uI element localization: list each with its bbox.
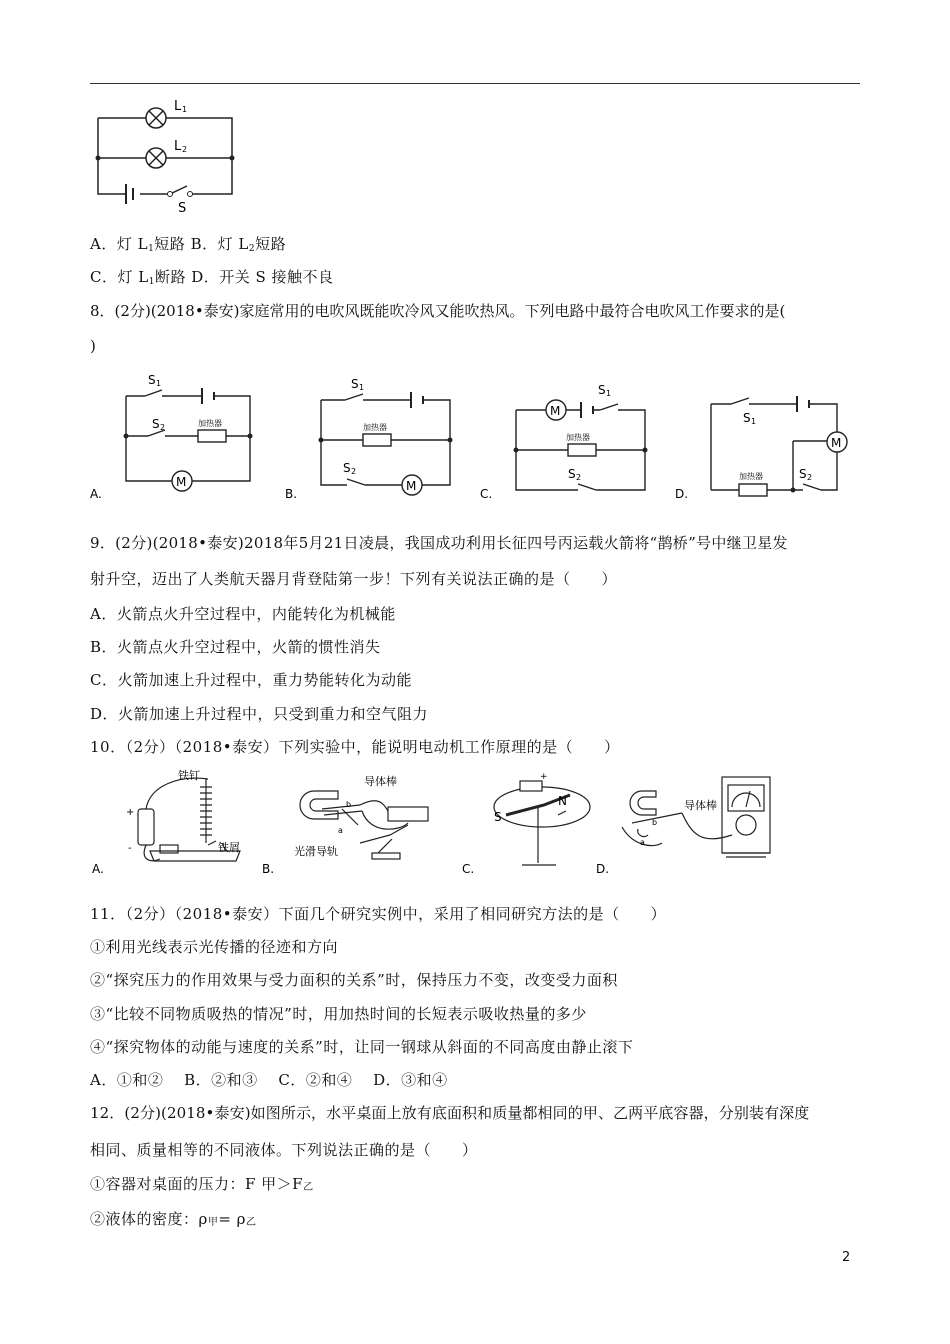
q8a-s2-sub: 2 (160, 423, 166, 432)
q10b-smooth-rail: 光滑导轨 (294, 845, 338, 858)
q10d-conductor-rod: 导体棒 (684, 799, 717, 812)
q10d-pt-a: a (640, 838, 645, 847)
q8b-s1: S (351, 377, 359, 391)
q8a-motor: M (176, 475, 187, 489)
q10a-plus: + (126, 807, 135, 818)
q8c-s2: S (568, 467, 576, 481)
q9-stem-line2: 射升空，迈出了人类航天器月背登陆第一步！下列有关说法正确的是（ ） (90, 570, 618, 588)
q7-options-ab: A．灯 $L_1$短路 B．灯 $L_2$短路 (90, 235, 287, 254)
header-rule (90, 83, 860, 84)
q8c-s1: S (598, 383, 606, 397)
page-number: 2 (842, 1250, 851, 1265)
q12-item-1: ①容器对桌面的压力：F 甲＞F乙 (90, 1175, 314, 1193)
q7-lamp2-label: L (174, 139, 182, 154)
q8a-s1: S (148, 373, 156, 387)
q8a-heater: 加热器 (198, 419, 222, 428)
q10c-label: C. (462, 862, 475, 876)
q10d-label: D. (596, 862, 610, 876)
q10c-pole-n: N (558, 794, 567, 808)
q7-options-cd: C．灯 $L_1$断路 D．开关 S 接触不良 (90, 268, 334, 287)
q8b-s1-sub: 1 (359, 383, 365, 392)
q8b-label: B. (285, 487, 298, 501)
q8c-heater: 加热器 (566, 433, 590, 442)
q8b-motor: M (406, 479, 417, 493)
q10b-pt-b: b (346, 800, 352, 809)
q8d-s1: S (743, 411, 751, 425)
q10a-iron-filings: 铁屑 (218, 841, 240, 854)
q7-lamp2-sub: 2 (182, 145, 188, 154)
q8c-label: C. (480, 487, 493, 501)
q8b-s2-sub: 2 (351, 467, 357, 476)
q7-lamp1-label: L (174, 99, 182, 114)
q8a-s2: S (152, 417, 160, 431)
q11-stem: 11．（2分）（2018•泰安）下面几个研究实例中，采用了相同研究方法的是（ ） (90, 905, 667, 923)
q10c-plus: + (540, 772, 548, 782)
q8d-s2-sub: 2 (807, 473, 813, 482)
q9-option-a: A．火箭点火升空过程中，内能转化为机械能 (90, 605, 396, 623)
q8-option-a-figure (90, 368, 265, 503)
q10a-label: A. (92, 862, 104, 876)
q9-option-d: D．火箭加速上升过程中，只受到重力和空气阻力 (90, 705, 429, 723)
q10d-pt-b: b (652, 818, 658, 827)
q10a-minus: - (128, 843, 132, 854)
q9-option-c: C．火箭加速上升过程中，重力势能转化为动能 (90, 671, 412, 689)
q10c-pole-s: S (494, 810, 502, 824)
q10-option-b-figure (260, 765, 450, 880)
q8-stem-line2: ) (90, 337, 97, 355)
q8a-s1-sub: 1 (156, 379, 162, 388)
q8d-heater: 加热器 (739, 472, 763, 481)
q8c-motor: M (550, 404, 561, 418)
q7-circuit-figure (90, 92, 250, 217)
q12-stem-line1: 12．(2分)(2018•泰安)如图所示，水平桌面上放有底面积和质量都相同的甲、乙两平底容器，分别装有深度 (90, 1104, 810, 1122)
q11-item-2: ②“探究压力的作用效果与受力面积的关系”时，保持压力不变，改变受力面积 (90, 971, 618, 989)
q8d-s2: S (799, 467, 807, 481)
q9-stem-line1: 9．(2分)(2018•泰安)2018年5月21日凌晨，我国成功利用长征四号丙运载火箭将“鹊桥”号中继卫星发 (90, 534, 788, 552)
q12-stem-line2: 相同、质量相等的不同液体。下列说法正确的是（ ） (90, 1141, 478, 1159)
q12-item-2: ②液体的密度：ρ甲= ρ乙 (90, 1210, 257, 1228)
q8-option-b-figure (285, 368, 460, 503)
q10-stem: 10．（2分）（2018•泰安）下列实验中，能说明电动机工作原理的是（ ） (90, 738, 620, 756)
q11-options: A．①和② B．②和③ C．②和④ D．③和④ (90, 1071, 448, 1089)
q8c-s2-sub: 2 (576, 473, 582, 482)
q8d-s1-sub: 1 (751, 417, 757, 426)
q11-item-4: ④“探究物体的动能与速度的关系”时，让同一钢球从斜面的不同高度由静止滚下 (90, 1038, 634, 1056)
q8b-s2: S (343, 461, 351, 475)
q10a-iron-nail: 铁钉 (178, 769, 200, 782)
q9-option-b: B．火箭点火升空过程中，火箭的惯性消失 (90, 638, 381, 656)
q8-option-c-figure (480, 368, 655, 503)
q10-option-a-figure (90, 765, 255, 880)
q8a-label: A. (90, 487, 102, 501)
q8d-label: D. (675, 487, 689, 501)
q10-option-c-figure (458, 765, 608, 880)
q8-stem-line1: 8．(2分)(2018•泰安)家庭常用的电吹风既能吹冷风又能吹热风。下列电路中最符合电吹风工作要求的是( (90, 302, 786, 320)
q8d-motor: M (831, 436, 842, 450)
q8c-s1-sub: 1 (606, 389, 612, 398)
q10b-conductor-rod: 导体棒 (364, 775, 397, 788)
q7-lamp1-sub: 1 (182, 105, 188, 114)
q8-option-d-figure (675, 368, 855, 503)
q8b-heater: 加热器 (363, 423, 387, 432)
q11-item-1: ①利用光线表示光传播的径迹和方向 (90, 938, 339, 956)
q11-item-3: ③“比较不同物质吸热的情况”时，用加热时间的长短表示吸收热量的多少 (90, 1005, 587, 1023)
q10-option-d-figure (592, 765, 782, 880)
q10b-label: B. (262, 862, 275, 876)
q10b-pt-a: a (338, 826, 343, 835)
q7-switch-label: S (178, 201, 187, 216)
